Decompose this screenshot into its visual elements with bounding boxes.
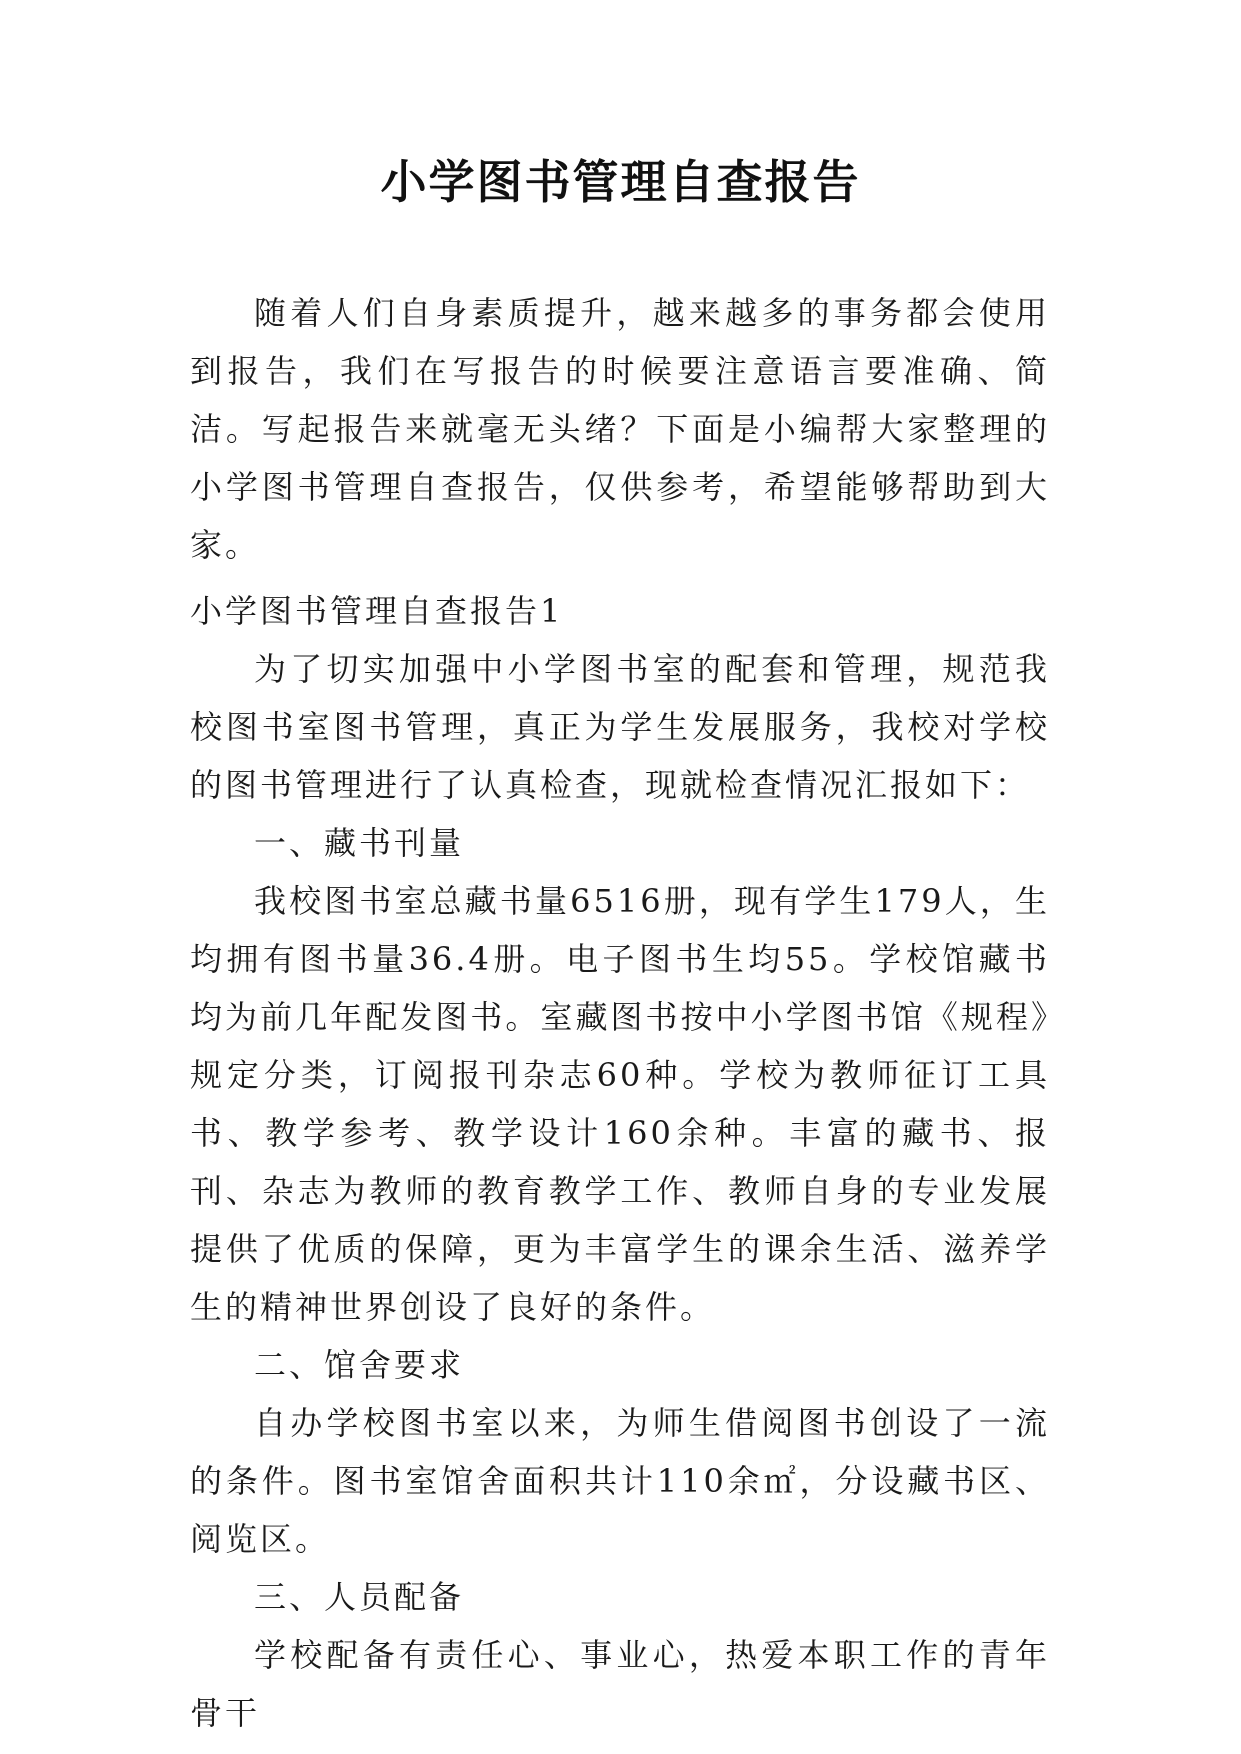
heading-collection: 一、藏书刊量 [254, 824, 465, 862]
document-title: 小学图书管理自查报告 [380, 155, 861, 209]
paragraph-facility: 自办学校图书室以来，为师生借阅图书创设了一流的条件。图书室馆舍面积共计110余㎡，分设藏书区、阅览区。 [190, 1404, 1050, 1558]
intro-block [190, 284, 1050, 574]
heading-staffing: 三、人员配备 [254, 1578, 465, 1616]
section-title: 小学图书管理自查报告1 [190, 592, 564, 630]
paragraph-staffing: 学校配备有责任心、事业心，热爱本职工作的青年骨干 [190, 1636, 1050, 1732]
paragraph-overview: 为了切实加强中小学图书室的配套和管理，规范我校图书室图书管理，真正为学生发展服务，我校对学校的图书管理进行了认真检查，现就检查情况汇报如下： [190, 650, 1050, 804]
intro-paragraph: 随着人们自身素质提升，越来越多的事务都会使用到报告，我们在写报告的时候要注意语言要准确、简洁。写起报告来就毫无头绪？下面是小编帮大家整理的小学图书管理自查报告，仅供参考，希望能够帮助到大家。 [190, 294, 1050, 564]
heading-facility: 二、馆舍要求 [254, 1346, 465, 1384]
report-body [190, 582, 1050, 1742]
paragraph-collection: 我校图书室总藏书量6516册，现有学生179人，生均拥有图书量36.4册。电子图书生均55。学校馆藏书均为前几年配发图书。室藏图书按中小学图书馆《规程》规定分类，订阅报刊杂志60种。学校为教师征订工具书、教学参考、教学设计160余种。丰富的藏书、报刊、杂志为教师的教育教学工作、教师自身的专业发展提供了优质的保障，更为丰富学生的课余生活、滋养学生的精神世界创设了良好的条件。 [190, 882, 1050, 1326]
